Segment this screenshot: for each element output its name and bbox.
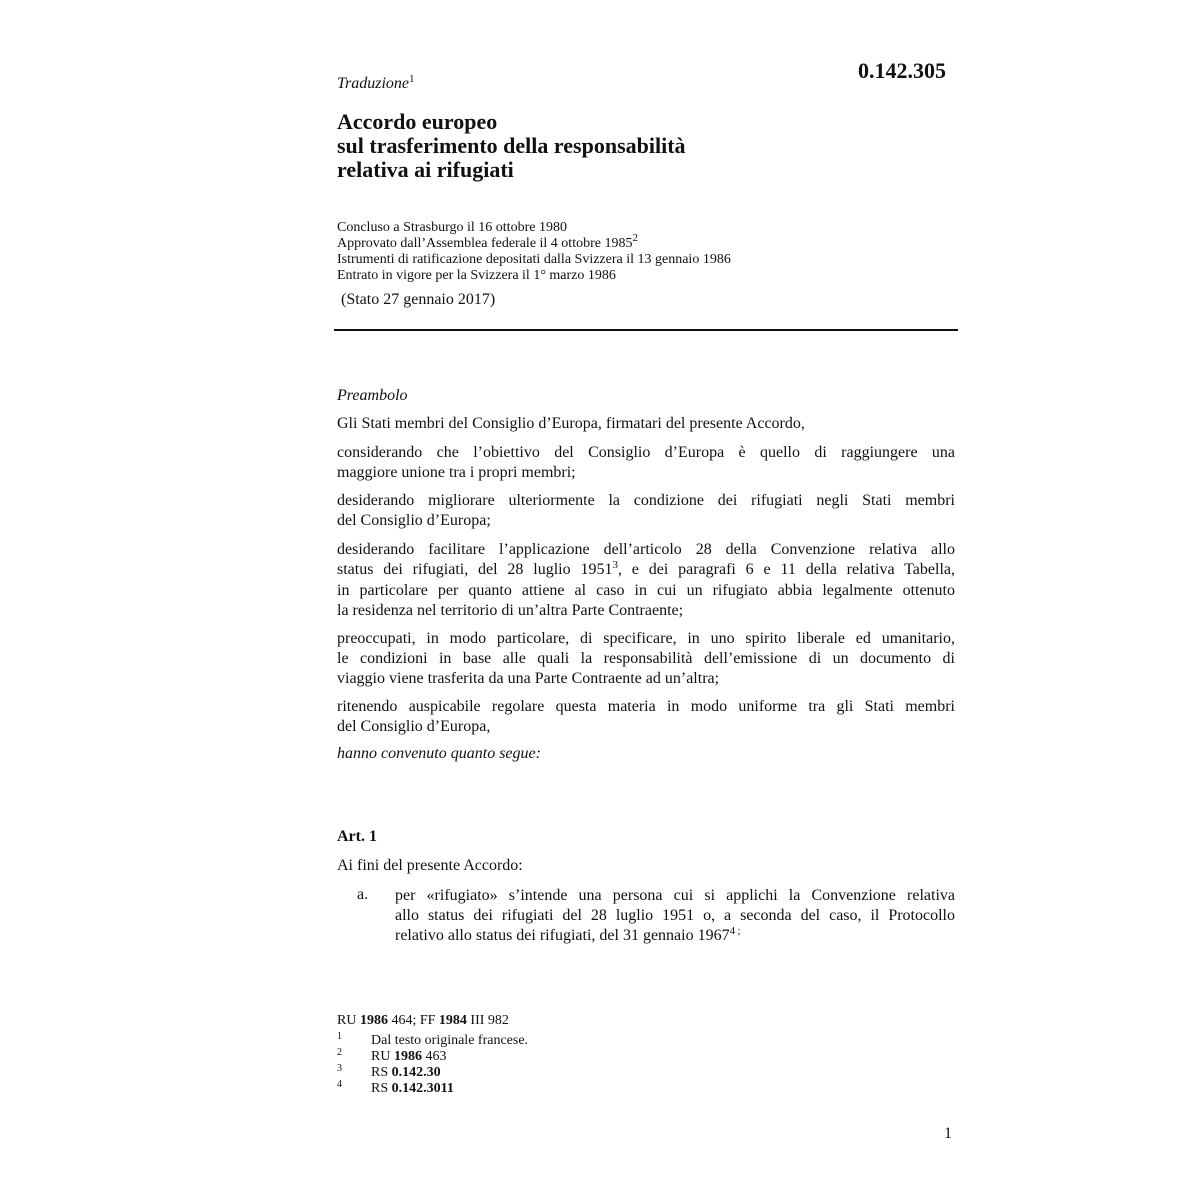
preamble-paragraph-3 <box>337 491 955 531</box>
list-item <box>395 886 955 948</box>
footnote-number: 3 <box>337 1063 342 1074</box>
preamble-p3-line-2: del Consiglio d’Europa; <box>337 512 491 529</box>
footnote-number: 1 <box>337 1031 342 1042</box>
list-item-marker: a. <box>357 886 369 903</box>
document-number: 0.142.305 <box>858 58 946 83</box>
ru-year: 1986 <box>359 1013 388 1028</box>
footnote-text <box>371 1065 441 1081</box>
preamble-p4-line-4: la residenza nel territorio di un’altra Parte Contraente; <box>337 602 684 619</box>
footnote-prefix: RS <box>371 1065 392 1080</box>
status-date: (Stato 27 gennaio 2017) <box>341 291 496 308</box>
translation-label <box>337 75 415 93</box>
preamble-closing: hanno convenuto quanto segue: <box>337 745 541 762</box>
footnote-prefix: RS <box>371 1081 392 1096</box>
header-divider <box>334 329 958 331</box>
item-a-tail: ; <box>735 926 741 937</box>
footnote-bold: 1986 <box>393 1049 422 1064</box>
page-number: 1 <box>944 1125 952 1142</box>
document-metadata <box>337 220 731 284</box>
footnote-text <box>371 1081 454 1097</box>
preamble-p4-line-2a: status dei rifugiati, del 28 luglio 1951 <box>337 561 613 578</box>
preamble-p4-line-2 <box>337 560 955 581</box>
item-a-line-3-text: relativo allo status dei rifugiati, del 31 gennaio 1967 <box>395 927 730 944</box>
preamble-p4-line-3: in particolare per quanto attiene al caso in cui un rifugiato abbia legalmente ottenuto <box>337 582 955 599</box>
preamble-p3-line-1: desiderando migliorare ulteriormente la condizione dei rifugiati negli Stati membri <box>337 492 955 509</box>
preamble-p6-line-2: del Consiglio d’Europa, <box>337 718 491 735</box>
official-references <box>337 1013 509 1029</box>
footnote-bold: 0.142.3011 <box>391 1081 454 1096</box>
preamble-p5-line-3: viaggio viene trasferita da una Parte Contraente ad un’altra; <box>337 670 720 687</box>
item-a-line-3 <box>395 926 955 948</box>
article-1-heading: Art. 1 <box>337 828 377 845</box>
preamble-p5-line-2: le condizioni in base alle quali la responsabilità dell’emissione di un documento di <box>337 650 955 667</box>
preamble-p2-line-1: considerando che l’obiettivo del Consiglio d’Europa è quello di raggiungere una <box>337 444 955 461</box>
ff-rest: III 982 <box>466 1013 509 1028</box>
footnote-suffix: 463 <box>421 1049 447 1064</box>
footnote-ref-2[interactable]: 2 <box>632 232 638 244</box>
preamble-paragraph-5 <box>337 629 955 689</box>
article-1-intro: Ai fini del presente Accordo: <box>337 857 523 874</box>
preamble-p4-line-1: desiderando facilitare l’applicazione dell’articolo 28 della Convenzione relativa allo <box>337 541 955 558</box>
preamble-p5-line-1: preoccupati, in modo particolare, di specificare, in uno spirito liberale ed umanitario, <box>337 630 955 647</box>
preamble-paragraph-6 <box>337 697 955 737</box>
footnote-text <box>371 1049 446 1065</box>
preamble-p6-line-1: ritenendo auspicabile regolare questa materia in modo uniforme tra gli Stati membri <box>337 698 955 715</box>
title-line-1: Accordo europeo <box>337 109 498 134</box>
meta-ratification: Istrumenti di ratificazione depositati dalla Svizzera il 13 gennaio 1986 <box>337 252 731 267</box>
preamble-paragraph-1 <box>337 414 955 434</box>
meta-approved <box>337 232 731 252</box>
preamble-p2-line-2: maggiore unione tra i propri membri; <box>337 464 576 481</box>
meta-in-force: Entrato in vigore per la Svizzera il 1° marzo 1986 <box>337 268 616 283</box>
footnote-number: 4 <box>337 1079 342 1090</box>
translation-text: Traduzione <box>337 75 410 92</box>
footnote-text: Dal testo originale francese. <box>371 1033 529 1048</box>
title-line-3: relativa ai rifugiati <box>337 157 514 182</box>
footnote-ref-3[interactable]: 3 <box>612 559 618 571</box>
footnote-ref-4[interactable]: 4 <box>729 925 736 937</box>
preamble-p1-line: Gli Stati membri del Consiglio d’Europa, firmatari del presente Accordo, <box>337 415 805 432</box>
document-title <box>337 110 686 182</box>
item-a-line-1: per «rifugiato» s’intende una persona cui si applichi la Convenzione relativa <box>395 887 955 904</box>
footnote-number: 2 <box>337 1047 342 1058</box>
ru-prefix: RU <box>337 1013 360 1028</box>
footnote-bold: 0.142.30 <box>391 1065 441 1080</box>
preamble-p4-line-2b: , e dei paragrafi 6 e 11 della relativa Tabella, <box>617 561 956 578</box>
meta-approved-text: Approvato dall’Assemblea federale il 4 ottobre 1985 <box>337 236 633 251</box>
title-line-2: sul trasferimento della responsabilità <box>337 133 686 158</box>
meta-concluded: Concluso a Strasburgo il 16 ottobre 1980 <box>337 220 567 235</box>
item-a-line-2: allo status dei rifugiati del 28 luglio 1951 o, a seconda del caso, il Protocollo <box>395 907 955 924</box>
ff-year: 1984 <box>438 1013 467 1028</box>
footnote-ref-1[interactable]: 1 <box>409 73 415 85</box>
ru-page: 464; FF <box>387 1013 439 1028</box>
preamble-paragraph-4 <box>337 540 955 621</box>
preamble-paragraph-2 <box>337 443 955 483</box>
footnote-prefix: RU <box>371 1049 394 1064</box>
preamble-heading: Preambolo <box>337 387 408 404</box>
